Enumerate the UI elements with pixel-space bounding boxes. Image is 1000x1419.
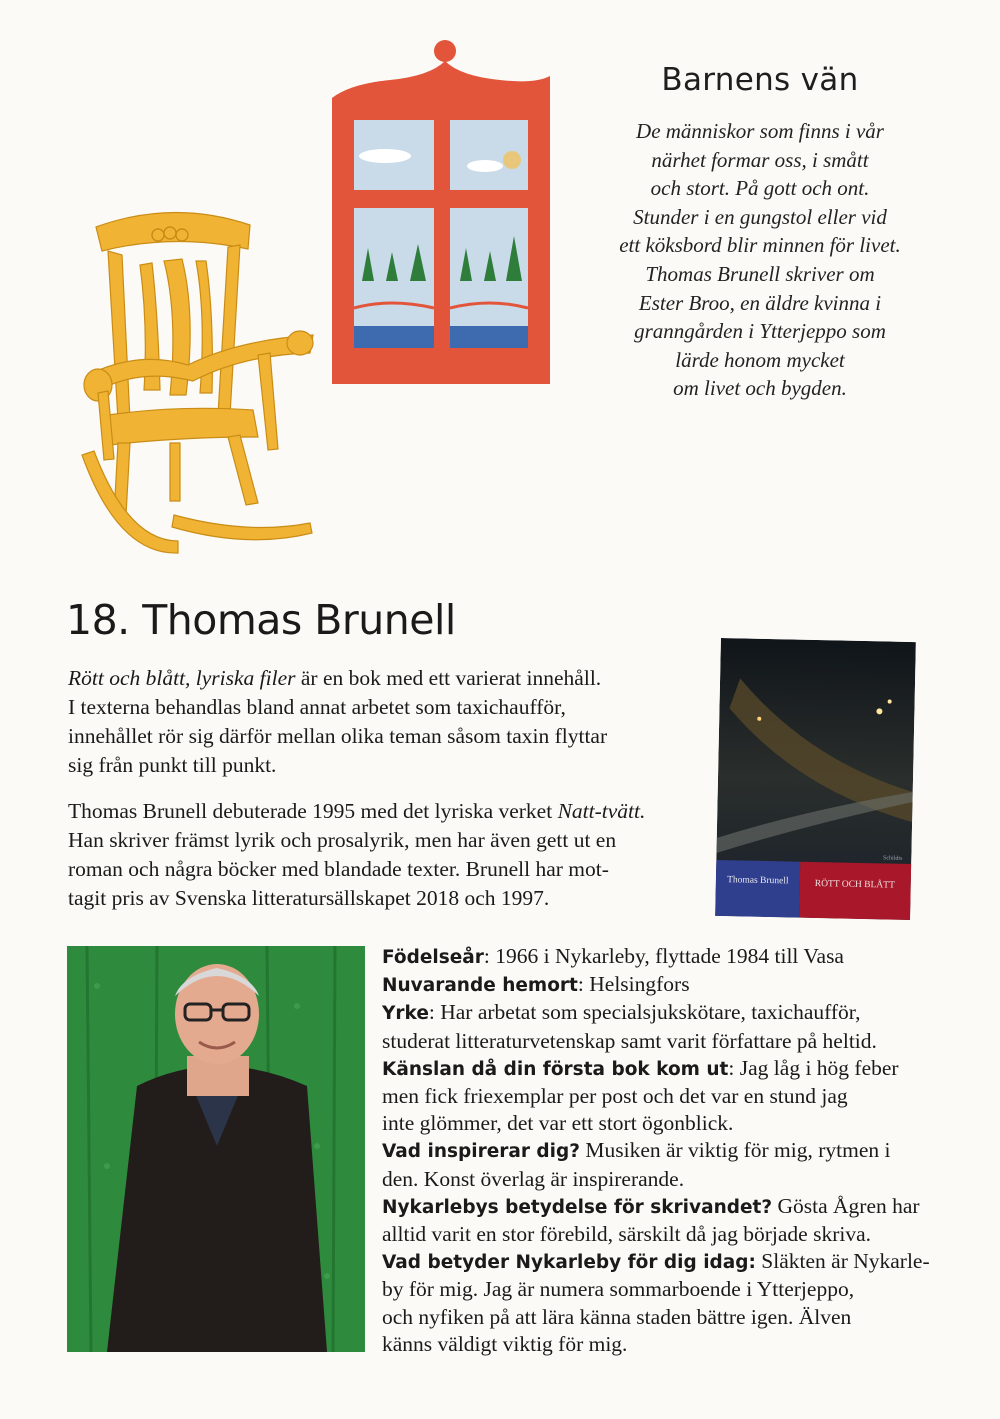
interview-label: Födelseår (382, 947, 484, 968)
interview-item (382, 1193, 942, 1248)
paragraph-line: sig från punkt till punkt. (68, 753, 277, 777)
interview-answer: Har arbetat som specialsjukskötare, taxichaufför, (434, 1000, 861, 1025)
interview-separator: : (728, 1055, 735, 1080)
intro-line: De människor som finns i vår (636, 119, 884, 143)
book-cover-title: RÖTT OCH BLÅTT (814, 879, 895, 891)
paragraph-line: roman och några böcker med blandade texter. Brunell har mot- (68, 857, 609, 881)
interview-label: Yrke (382, 1003, 429, 1025)
interview-line: och nyfiken på att lära känna staden bättre igen. Älven (382, 1304, 852, 1329)
interview-line: den. Konst överlag är inspirerande. (382, 1166, 685, 1191)
interview-line: alltid varit en stor förebild, särskilt då jag började skriva. (382, 1222, 871, 1247)
interview-answer: Släkten är Nykarle- (755, 1249, 930, 1274)
intro-line: Ester Broo, en äldre kvinna i (638, 290, 882, 315)
intro-line: närhet formar oss, i smått (651, 147, 869, 172)
interview-item (382, 943, 942, 971)
intro-line: Thomas Brunell skriver om (645, 261, 875, 286)
book-title-italic: Rött och blått, lyriska filer (68, 666, 296, 690)
paragraph-line: I texterna behandlas bland annat arbetet som taxichaufför, (68, 695, 566, 719)
interview-label: Vad inspirerar dig? (382, 1141, 580, 1163)
paragraph-text: är en bok med ett varierat innehåll. (295, 666, 602, 690)
interview-item (382, 1137, 942, 1192)
interview-item (382, 971, 942, 999)
article-paragraph-1 (68, 664, 718, 780)
interview-line (382, 1137, 942, 1165)
interview-line (382, 943, 942, 971)
interview-separator: : (483, 944, 490, 968)
book-cover-image (715, 638, 916, 920)
intro-line: om livet och bygden. (673, 376, 847, 401)
author-interview (382, 943, 942, 1358)
interview-line: by för mig. Jag är numera sommarboende i Ytterjeppo, (382, 1277, 855, 1302)
window-illustration (330, 36, 552, 384)
interview-item (382, 999, 942, 1054)
interview-label: Nuvarande hemort (382, 975, 578, 997)
paragraph-line (68, 797, 718, 826)
author-portrait-photo (67, 946, 365, 1352)
intro-line: ett köksbord blir minnen för livet. (619, 233, 901, 258)
interview-item (382, 1248, 942, 1358)
interview-line (382, 971, 942, 999)
interview-line: inte glömmer, det var ett stort ögonblick. (382, 1111, 734, 1136)
intro-title: Barnens vän (661, 62, 859, 98)
interview-label: Nykarlebys betydelse för skrivandet? (382, 1196, 773, 1218)
book-cover-author: Thomas Brunell (727, 875, 789, 887)
interview-line: studerat litteraturvetenskap samt varit författare på heltid. (382, 1028, 877, 1053)
paragraph-text: Thomas Brunell debuterade 1995 med det lyriska verket (68, 799, 558, 823)
rocking-chair-illustration (78, 205, 323, 560)
interview-answer: Jag låg i hög feber (734, 1055, 899, 1080)
interview-item (382, 1055, 942, 1138)
interview-answer: Gösta Ågren har (772, 1193, 920, 1218)
interview-separator: : (428, 1000, 435, 1025)
article-heading: 18. Thomas Brunell (66, 596, 456, 644)
intro-line: Stunder i en gungstol eller vid (633, 204, 887, 229)
interview-line: känns väldigt viktig för mig. (382, 1331, 628, 1356)
paragraph-line: tagit pris av Svenska litteratursällskapet 2018 och 1997. (68, 886, 550, 910)
interview-line (382, 1193, 942, 1221)
interview-label: Känslan då din första bok kom ut (382, 1058, 729, 1080)
intro-line: granngården i Ytterjeppo som (634, 319, 886, 344)
intro-text (595, 117, 925, 403)
interview-label: Vad betyder Nykarleby för dig idag: (382, 1252, 756, 1274)
interview-answer: Musiken är viktig för mig, rytmen i (579, 1138, 891, 1163)
paragraph-line: Han skriver främst lyrik och prosalyrik, men har även gett ut en (68, 828, 617, 852)
debut-title-italic: Natt-tvätt. (557, 799, 646, 823)
paragraph-line (68, 664, 718, 693)
interview-line (382, 999, 942, 1027)
article-paragraph-2 (68, 797, 718, 913)
interview-line (382, 1055, 942, 1083)
interview-answer: 1966 i Nykarleby, flyttade 1984 till Vasa (489, 944, 844, 968)
interview-line: men fick friexemplar per post och det var en stund jag (382, 1084, 848, 1109)
interview-line (382, 1248, 942, 1276)
interview-separator: : (577, 972, 584, 997)
book-cover-publisher: Schildts (882, 855, 903, 862)
intro-line: och stort. På gott och ont. (650, 176, 870, 201)
interview-answer: Helsingfors (583, 972, 690, 997)
intro-line: lärde honom mycket (675, 347, 845, 372)
paragraph-line: innehållet rör sig därför mellan olika teman såsom taxin flyttar (68, 724, 608, 748)
